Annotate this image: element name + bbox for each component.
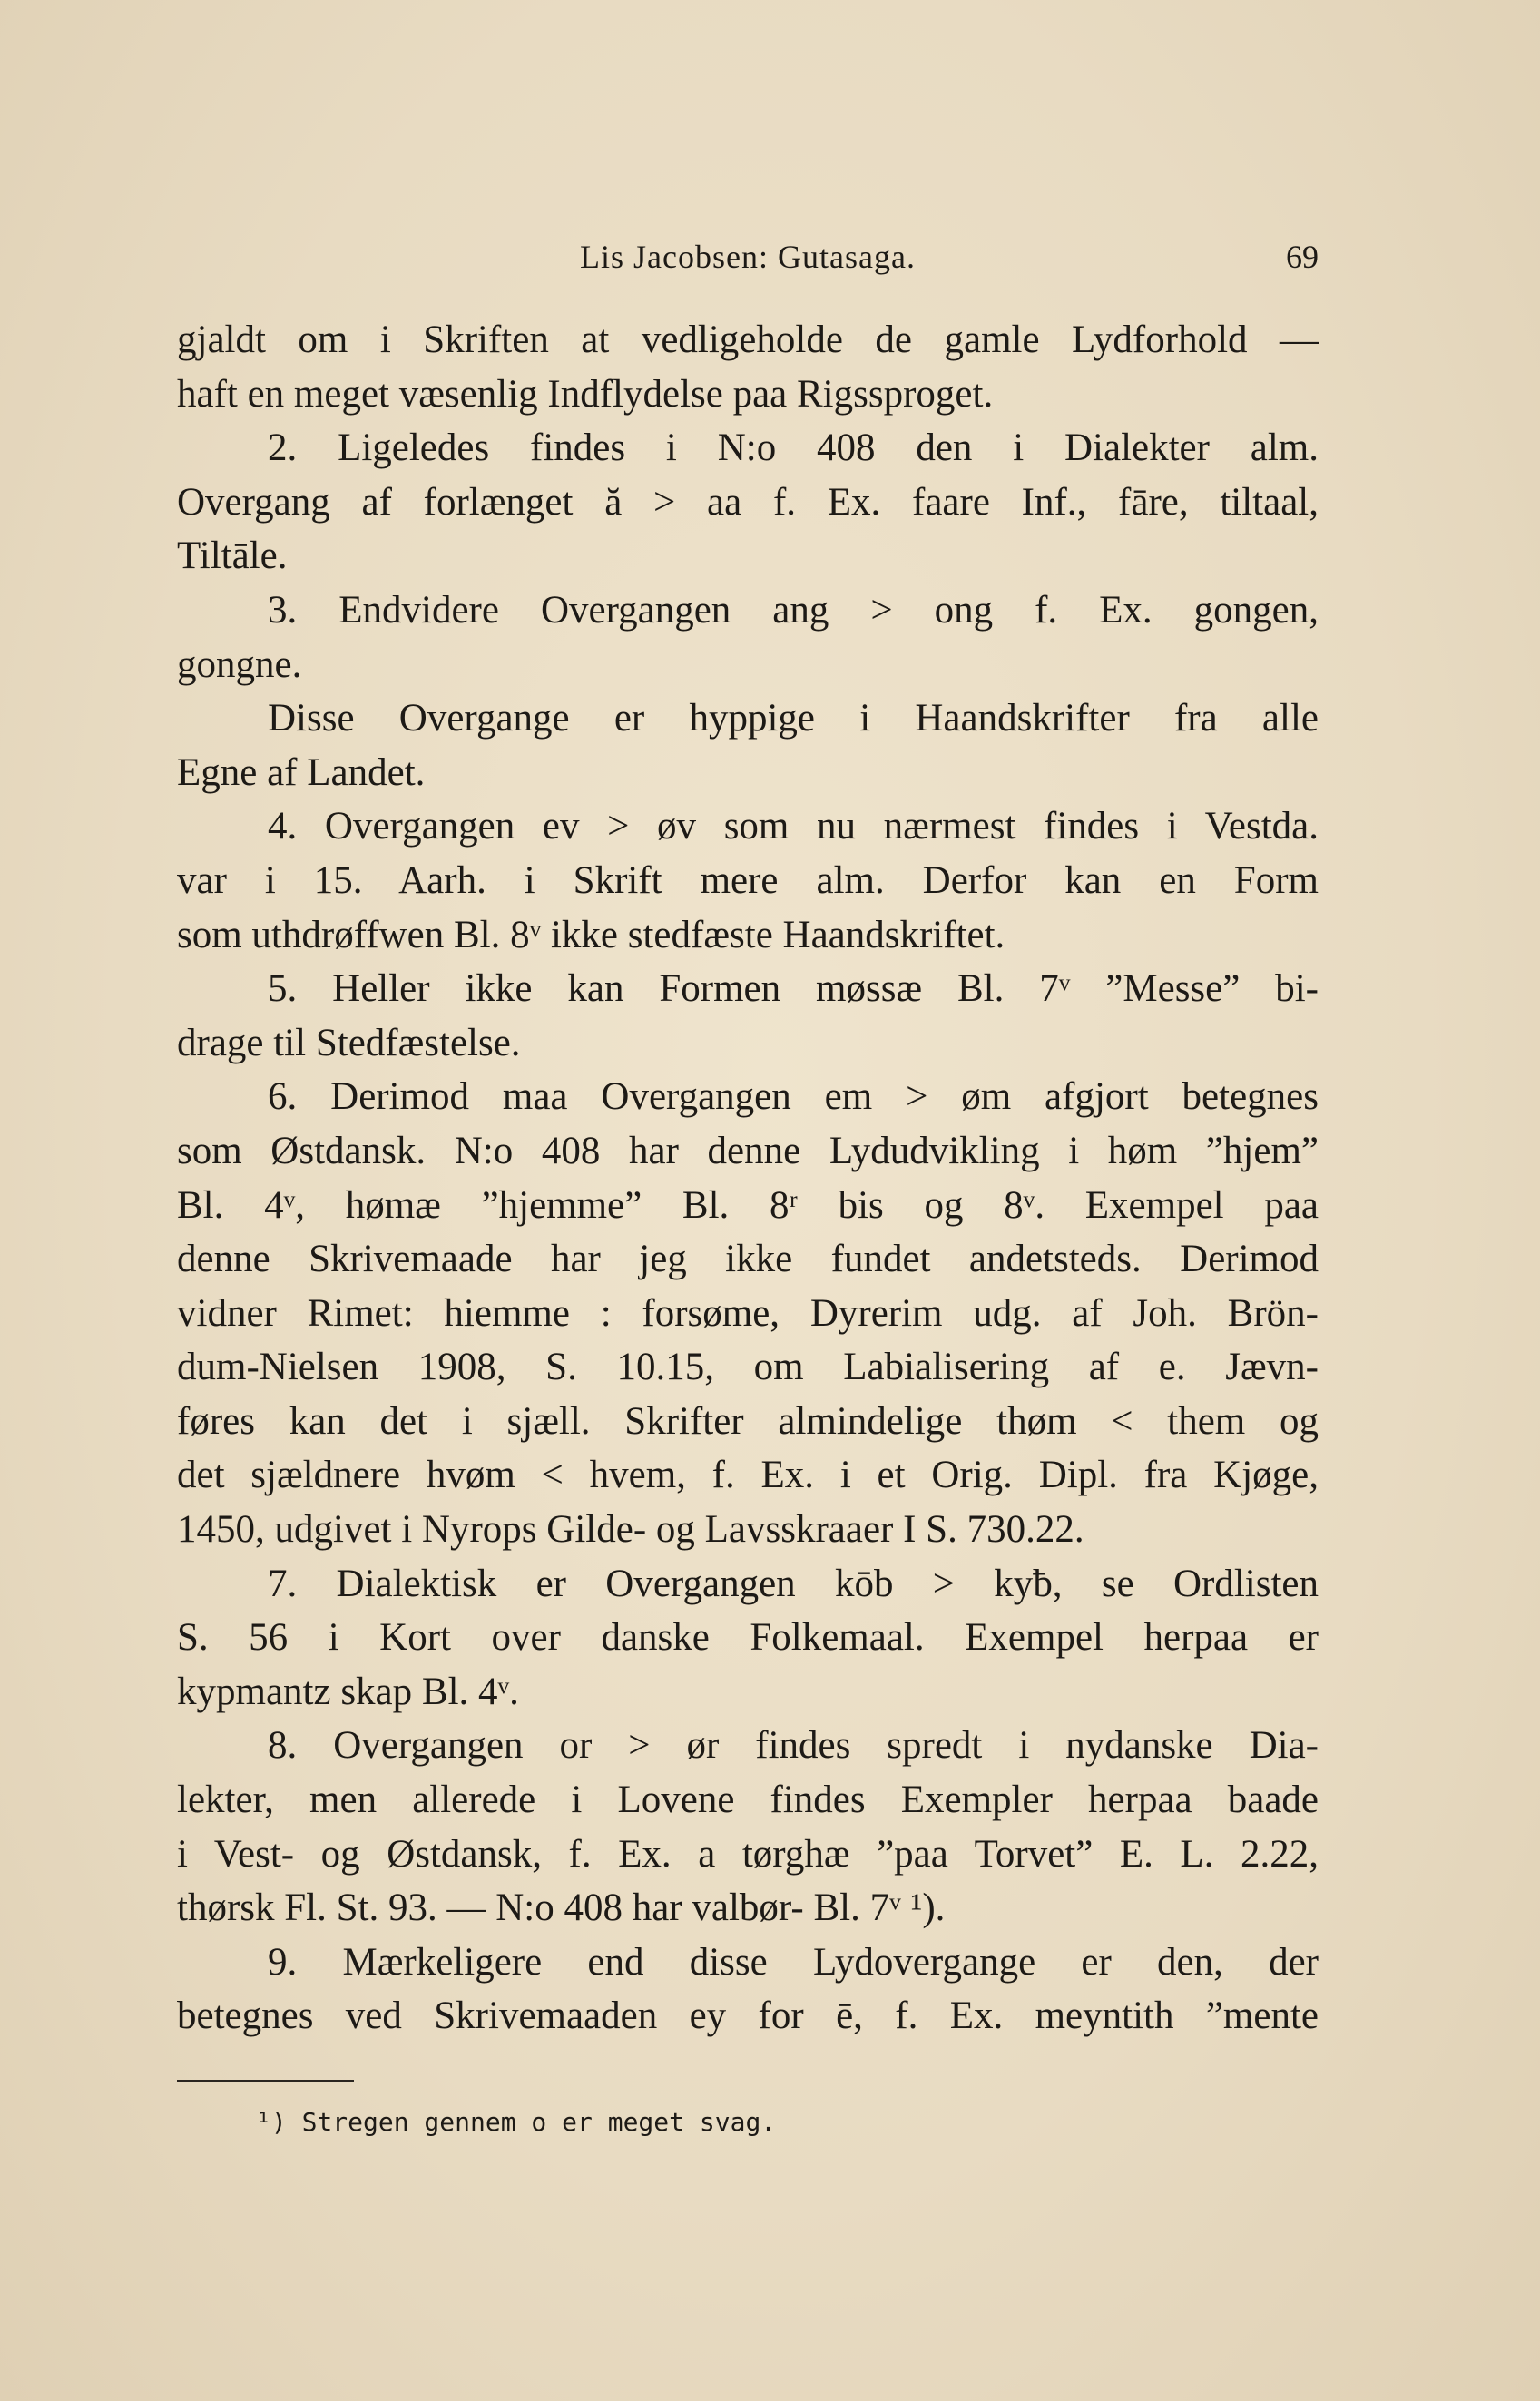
text-line: 5. Heller ikke kan Formen møssæ Bl. 7ᵛ ”Messe” bi- [268,967,1319,1011]
text-line: 6. Derimod maa Overgangen em > øm afgjort betegnes [268,1075,1319,1119]
page-header [177,238,1319,283]
text-line: 4. Overgangen ev > øv som nu nærmest findes i Vestda. [268,805,1319,848]
text-line: Tiltāle. [177,534,288,578]
text-line: drage til Stedfæstelse. [177,1021,521,1064]
text-line: 3. Endvidere Overgangen ang > ong f. Ex. gongen, [268,588,1319,632]
text-line: dum-Nielsen 1908, S. 10.15, om Labialisering af e. Jævn- [177,1346,1319,1389]
text-line: som uthdrøffwen Bl. 8ᵛ ikke stedfæste Haandskriftet. [177,913,1005,956]
page-number: 69 [1286,239,1319,275]
text-line: vidner Rimet: hiemme : forsøme, Dyrerim udg. af Joh. Brön- [177,1291,1319,1335]
text-line: det sjældnere hvøm < hvem, f. Ex. i et Orig. Dipl. fra Kjøge, [177,1454,1319,1497]
text-line: haft en meget væsenlig Indflydelse paa Rigssproget. [177,372,994,416]
text-line: i Vest- og Østdansk, f. Ex. a tørghæ ”paa Torvet” E. L. 2.22, [177,1832,1319,1876]
text-line: lekter, men allerede i Lovene findes Exempler herpaa baade [177,1779,1319,1822]
text-line: var i 15. Aarh. i Skrift mere alm. Derfor kan en Form [177,858,1319,902]
footnote-rule [177,2080,354,2082]
text-line: som Østdansk. N:o 408 har denne Lydudvikling i høm ”hjem” [177,1129,1319,1172]
text-line: Disse Overgange er hyppige i Haandskrifter fra alle [268,697,1319,740]
text-line: føres kan det i sjæll. Skrifter almindelige thøm < them og [177,1399,1319,1443]
text-line: betegnes ved Skrivemaaden ey for ē, f. Ex. meyntith ”mente [177,1994,1319,2038]
text-line: thørsk Fl. St. 93. — N:o 408 har valbør- Bl. 7ᵛ ¹). [177,1886,946,1930]
running-head: Lis Jacobsen: Gutasaga. [580,239,916,275]
text-line: 7. Dialektisk er Overgangen kōb > kyƀ, se Ordlisten [268,1562,1319,1605]
text-line: 2. Ligeledes findes i N:o 408 den i Dialekter alm. [268,426,1319,470]
text-line: 9. Mærkeligere end disse Lydovergange er den, der [268,1940,1319,1984]
footnote: ¹) Stregen gennem o er meget svag. [256,2107,777,2137]
text-line: 1450, udgivet i Nyrops Gilde- og Lavsskraaer I S. 730.22. [177,1508,1084,1552]
text-line: Overgang af forlænget ă > aa f. Ex. faare Inf., fāre, tiltaal, [177,480,1319,524]
text-line: kypmantz skap Bl. 4ᵛ. [177,1670,519,1713]
body-text [177,313,1319,2043]
text-line: denne Skrivemaade har jeg ikke fundet andetsteds. Derimod [177,1238,1319,1281]
text-line: gongne. [177,642,302,686]
text-line: gjaldt om i Skriften at vedligeholde de gamle Lydforhold — [177,318,1319,361]
text-line: S. 56 i Kort over danske Folkemaal. Exempel herpaa er [177,1616,1319,1660]
text-line: Egne af Landet. [177,750,426,794]
text-line: Bl. 4ᵛ, hømæ ”hjemme” Bl. 8ʳ bis og 8ᵛ. Exempel paa [177,1183,1319,1227]
text-line: 8. Overgangen or > ør findes spredt i nydanske Dia- [268,1724,1319,1768]
